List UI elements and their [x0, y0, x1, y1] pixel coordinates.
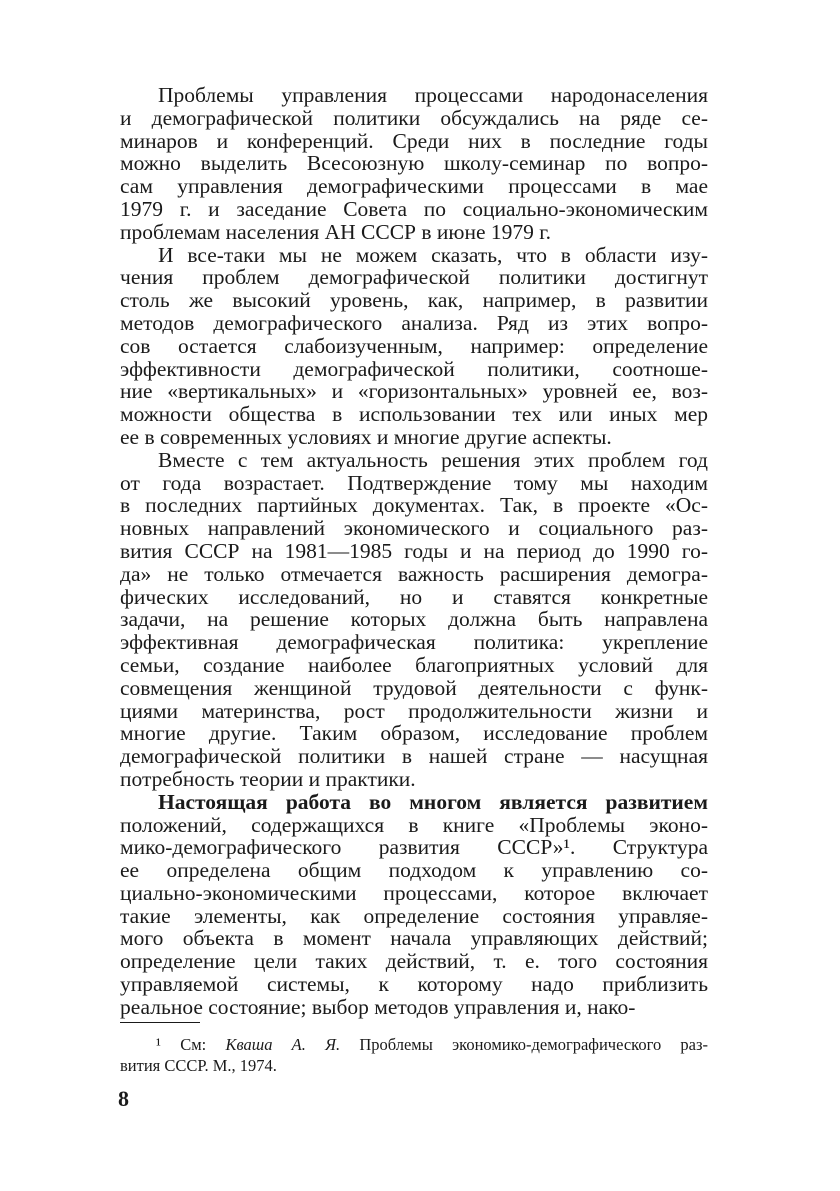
paragraph — [120, 449, 708, 791]
text-line: реальное состояние; выбор методов управления и, нако- — [120, 994, 636, 1019]
text-line: от года возрастает. Подтверждение тому мы находим — [120, 470, 708, 495]
text-line: потребность теории и практики. — [120, 766, 416, 791]
text-line: положений, содержащихся в книге «Проблемы эконо- — [120, 812, 708, 837]
footnote-marker: ¹ — [156, 1035, 161, 1054]
footnote-line: вития СССР. М., 1974. — [120, 1056, 277, 1075]
text-line: чения проблем демографической политики достигнут — [120, 265, 708, 290]
page-number: 8 — [118, 1086, 129, 1111]
text-line: сов остается слабоизученным, например: определение — [120, 333, 708, 358]
text-line: эффективности демографической политики, соотноше- — [120, 356, 708, 381]
text-line: семьи, создание наиболее благоприятных условий для — [120, 652, 708, 677]
text-line: вития СССР на 1981—1985 годы и на период до 1990 го- — [120, 538, 708, 563]
text-line: можности общества в использовании тех или иных мер — [120, 402, 708, 427]
footnote-line — [120, 1034, 708, 1055]
text-line: Проблемы управления процессами народонаселения — [158, 83, 708, 107]
text-line: И все-таки мы не можем сказать, что в области изу- — [158, 242, 708, 267]
text-line: демографической политики в нашей стране — насущная — [120, 744, 708, 769]
text-line: минаров и конференций. Среди них в последние годы — [120, 128, 708, 153]
text-line: 1979 г. и заседание Совета по социально-экономическим — [120, 196, 708, 221]
text-line: многие другие. Таким образом, исследование проблем — [120, 721, 708, 746]
footnote-title: Проблемы экономико-демографического раз- — [359, 1035, 709, 1054]
text-line: можно выделить Всесоюзную школу-семинар по вопро- — [120, 151, 708, 176]
text-line: мико-демографического развития СССР»¹. Структура — [120, 835, 708, 860]
text-line: циально-экономическими процессами, которое включает — [120, 880, 708, 905]
text-line: ние «вертикальных» и «горизонтальных» уровней ее, воз- — [120, 379, 708, 404]
paragraph — [120, 84, 708, 244]
paragraph — [120, 244, 708, 449]
text-line: сам управления демографическими процессами в мае — [120, 174, 708, 199]
text-line: определение цели таких действий, т. е. того состояния — [120, 949, 708, 974]
footnote-author: Кваша А. Я. — [225, 1035, 341, 1054]
text-line: циями материнства, рост продолжительности жизни и — [120, 698, 708, 723]
text-line: эффективная демографическая политика: укрепление — [120, 630, 708, 655]
text-line: методов демографического анализа. Ряд из этих вопро- — [120, 310, 708, 335]
text-line: ее определена общим подходом к управлению со- — [120, 858, 708, 883]
text-line: управляемой системы, к которому надо приблизить — [120, 972, 708, 997]
text-line: совмещения женщиной трудовой деятельности с функ- — [120, 675, 708, 700]
text-line: такие элементы, как определение состояния управляе- — [120, 903, 708, 928]
paragraph — [120, 791, 708, 1019]
text-line: задачи, на решение которых должна быть направлена — [120, 607, 708, 632]
text-line: мого объекта в момент начала управляющих действий; — [120, 926, 708, 951]
text-line: да» не только отмечается важность расширения демогра- — [120, 561, 708, 586]
footnote — [120, 1034, 708, 1076]
text-line: ее в современных условиях и многие другие аспекты. — [120, 424, 612, 449]
text-line: фических исследований, но и ставятся конкретные — [120, 584, 708, 609]
text-line: столь же высокий уровень, как, например, в развитии — [120, 288, 708, 313]
text-line: и демографической политики обсуждались на ряде се- — [120, 105, 708, 130]
text-line: новных направлений экономического и социального раз- — [120, 516, 708, 541]
text-line: проблемам населения АН СССР в июне 1979 г. — [120, 219, 552, 244]
body-text — [120, 84, 708, 1019]
text-line: в последних партийных документах. Так, в проекте «Ос- — [120, 493, 708, 518]
text-line: Настоящая работа во многом является развитием — [158, 789, 708, 814]
footnote-prefix: См: — [180, 1035, 207, 1054]
footnote-divider — [120, 1022, 200, 1023]
text-line: Вместе с тем актуальность решения этих проблем год — [158, 447, 708, 472]
